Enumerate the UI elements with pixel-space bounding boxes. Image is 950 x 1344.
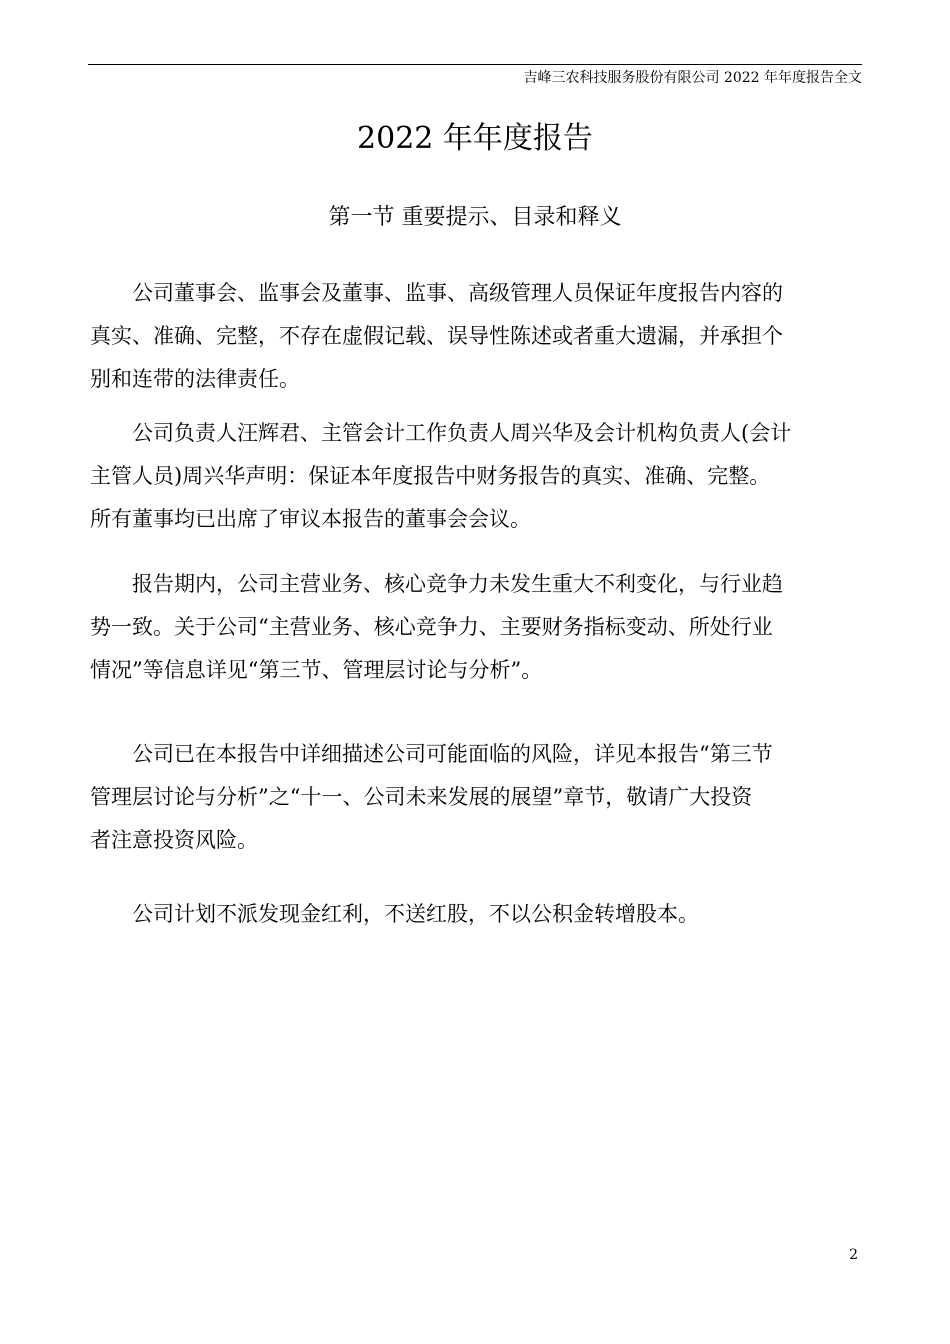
paragraph-line: 公司计划不派发现金红利，不送红股，不以公积金转增股本。 [90,902,699,926]
report-title: 2022 年年度报告 [357,121,593,156]
paragraph-line: 公司董事会、监事会及董事、监事、高级管理人员保证年度报告内容的 [90,281,783,305]
paragraph-line: 公司已在本报告中详细描述公司可能面临的风险，详见本报告“第三节 [90,742,773,766]
paragraph-line: 报告期内，公司主营业务、核心竞争力未发生重大不利变化，与行业趋 [90,572,783,596]
running-header: 吉峰三农科技服务股份有限公司 2022 年年度报告全文 [523,70,862,86]
paragraph-line: 别和连带的法律责任。 [90,367,300,391]
paragraph-dividend-plan [90,893,850,936]
paragraph-risk-notice [90,733,850,862]
paragraph-line: 势一致。关于公司“主营业务、核心竞争力、主要财务指标变动、所处行业 [90,615,773,639]
paragraph-line: 所有董事均已出席了审议本报告的董事会会议。 [90,507,531,531]
paragraph-line: 管理层讨论与分析”之“十一、公司未来发展的展望”章节，敬请广大投资 [90,785,753,809]
section-title: 第一节 重要提示、目录和释义 [328,205,622,230]
paragraph-responsible-persons [90,412,850,541]
paragraph-line: 公司负责人汪辉君、主管会计工作负责人周兴华及会计机构负责人(会计 [90,421,792,445]
paragraph-line: 情况”等信息详见“第三节、管理层讨论与分析”。 [90,658,543,682]
paragraph-line: 真实、准确、完整，不存在虚假记载、误导性陈述或者重大遗漏，并承担个 [90,324,783,348]
page-number: 2 [849,1247,858,1263]
paragraph-line: 主管人员)周兴华声明：保证本年度报告中财务报告的真实、准确、完整。 [90,464,771,488]
paragraph-business-status [90,563,850,692]
paragraph-board-guarantee [90,272,850,401]
header-rule [88,64,862,65]
paragraph-line: 者注意投资风险。 [90,828,258,852]
